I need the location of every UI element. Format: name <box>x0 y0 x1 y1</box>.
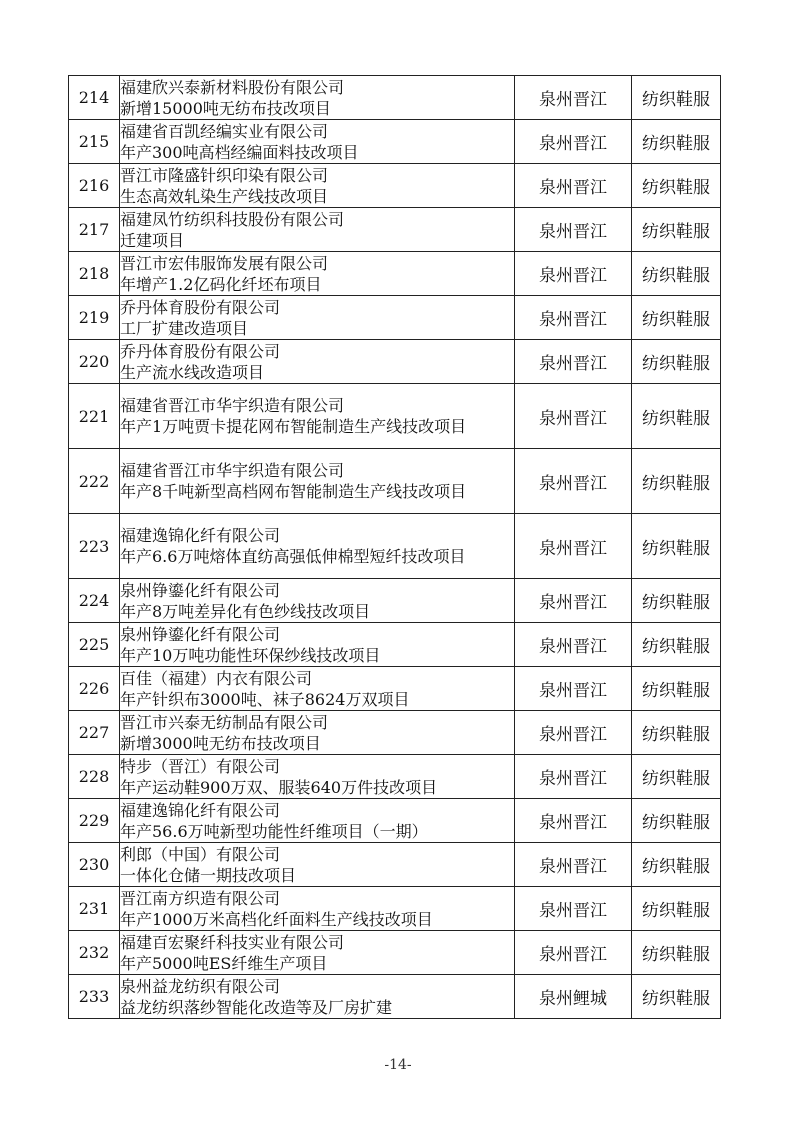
row-number: 227 <box>69 711 120 755</box>
row-number: 226 <box>69 667 120 711</box>
industry-cell: 纺织鞋服 <box>632 623 721 667</box>
table-row <box>69 76 721 120</box>
row-number: 230 <box>69 843 120 887</box>
project-cell <box>120 843 515 887</box>
company-name: 泉州铮鎏化纤有限公司 <box>120 580 281 600</box>
row-number: 224 <box>69 579 120 623</box>
table-row <box>69 384 721 449</box>
table-row <box>69 623 721 667</box>
project-description: 年增产1.2亿码化纤坯布项目 <box>120 274 322 294</box>
project-description: 工厂扩建改造项目 <box>120 318 249 338</box>
row-number: 216 <box>69 164 120 208</box>
industry-cell: 纺织鞋服 <box>632 799 721 843</box>
location-cell: 泉州晋江 <box>515 623 632 667</box>
industry-cell: 纺织鞋服 <box>632 667 721 711</box>
location-cell: 泉州晋江 <box>515 296 632 340</box>
project-cell <box>120 975 515 1019</box>
industry-cell: 纺织鞋服 <box>632 843 721 887</box>
company-name: 百佳（福建）内衣有限公司 <box>120 668 313 688</box>
table-row <box>69 252 721 296</box>
project-cell <box>120 579 515 623</box>
project-description: 年产6.6万吨熔体直纺高强低伸棉型短纤技改项目 <box>120 547 466 566</box>
project-cell <box>120 449 515 514</box>
company-name: 福建省百凯经编实业有限公司 <box>120 121 329 141</box>
project-cell <box>120 208 515 252</box>
location-cell: 泉州晋江 <box>515 799 632 843</box>
project-cell <box>120 120 515 164</box>
project-description: 年产针织布3000吨、袜子8624万双项目 <box>120 689 410 709</box>
location-cell: 泉州晋江 <box>515 887 632 931</box>
table-row <box>69 799 721 843</box>
location-cell: 泉州晋江 <box>515 449 632 514</box>
table-row <box>69 711 721 755</box>
company-name: 福建逸锦化纤有限公司 <box>120 526 281 545</box>
row-number: 220 <box>69 340 120 384</box>
company-name: 晋江市兴泰无纺制品有限公司 <box>120 712 329 732</box>
project-table <box>68 75 721 1019</box>
project-description: 一体化仓储一期技改项目 <box>120 865 297 885</box>
row-number: 214 <box>69 76 120 120</box>
row-number: 225 <box>69 623 120 667</box>
table-row <box>69 164 721 208</box>
project-cell <box>120 799 515 843</box>
page-number: -14- <box>384 1057 412 1073</box>
company-name: 福建省晋江市华宇织造有限公司 <box>120 461 345 480</box>
project-description: 生产流水线改造项目 <box>120 362 265 382</box>
industry-cell: 纺织鞋服 <box>632 296 721 340</box>
company-name: 利郎（中国）有限公司 <box>120 844 281 864</box>
company-name: 泉州铮鎏化纤有限公司 <box>120 624 281 644</box>
project-cell <box>120 887 515 931</box>
location-cell: 泉州晋江 <box>515 514 632 579</box>
row-number: 233 <box>69 975 120 1019</box>
company-name: 泉州益龙纺织有限公司 <box>120 976 281 996</box>
project-description: 年产8万吨差异化有色纱线技改项目 <box>120 601 371 621</box>
industry-cell: 纺织鞋服 <box>632 975 721 1019</box>
location-cell: 泉州晋江 <box>515 711 632 755</box>
location-cell: 泉州晋江 <box>515 252 632 296</box>
row-number: 223 <box>69 514 120 579</box>
project-description: 年产10万吨功能性环保纱线技改项目 <box>120 645 381 665</box>
industry-cell: 纺织鞋服 <box>632 755 721 799</box>
row-number: 229 <box>69 799 120 843</box>
industry-cell: 纺织鞋服 <box>632 340 721 384</box>
project-cell <box>120 164 515 208</box>
table-row <box>69 514 721 579</box>
table-row <box>69 975 721 1019</box>
industry-cell: 纺织鞋服 <box>632 931 721 975</box>
industry-cell: 纺织鞋服 <box>632 887 721 931</box>
company-name: 乔丹体育股份有限公司 <box>120 341 281 361</box>
project-cell <box>120 755 515 799</box>
row-number: 222 <box>69 449 120 514</box>
table-row <box>69 296 721 340</box>
table-row <box>69 208 721 252</box>
row-number: 228 <box>69 755 120 799</box>
project-description: 年产运动鞋900万双、服装640万件技改项目 <box>120 777 438 797</box>
table-row <box>69 340 721 384</box>
project-description: 益龙纺织落纱智能化改造等及厂房扩建 <box>120 997 393 1017</box>
industry-cell: 纺织鞋服 <box>632 514 721 579</box>
company-name: 福建省晋江市华宇织造有限公司 <box>120 396 345 415</box>
company-name: 福建凤竹纺织科技股份有限公司 <box>120 209 345 229</box>
table-row <box>69 931 721 975</box>
project-cell <box>120 931 515 975</box>
table-row <box>69 120 721 164</box>
company-name: 乔丹体育股份有限公司 <box>120 297 281 317</box>
project-cell <box>120 514 515 579</box>
industry-cell: 纺织鞋服 <box>632 76 721 120</box>
row-number: 219 <box>69 296 120 340</box>
industry-cell: 纺织鞋服 <box>632 208 721 252</box>
row-number: 217 <box>69 208 120 252</box>
table-row <box>69 579 721 623</box>
location-cell: 泉州晋江 <box>515 164 632 208</box>
company-name: 福建百宏聚纤科技实业有限公司 <box>120 932 345 952</box>
industry-cell: 纺织鞋服 <box>632 120 721 164</box>
project-description: 年产5000吨ES纤维生产项目 <box>120 953 328 973</box>
company-name: 晋江南方织造有限公司 <box>120 888 281 908</box>
location-cell: 泉州晋江 <box>515 667 632 711</box>
table-row <box>69 843 721 887</box>
project-description: 年产56.6万吨新型功能性纤维项目（一期） <box>120 821 428 841</box>
project-description: 年产1000万米高档化纤面料生产线技改项目 <box>120 909 433 929</box>
table-row <box>69 667 721 711</box>
industry-cell: 纺织鞋服 <box>632 164 721 208</box>
project-description: 年产1万吨贾卡提花网布智能制造生产线技改项目 <box>120 417 467 436</box>
location-cell: 泉州晋江 <box>515 843 632 887</box>
company-name: 特步（晋江）有限公司 <box>120 756 281 776</box>
project-cell <box>120 711 515 755</box>
project-cell <box>120 252 515 296</box>
project-description: 生态高效轧染生产线技改项目 <box>120 186 329 206</box>
project-table-body <box>69 76 721 1019</box>
row-number: 218 <box>69 252 120 296</box>
row-number: 232 <box>69 931 120 975</box>
table-row <box>69 887 721 931</box>
project-description: 新增3000吨无纺布技改项目 <box>120 733 321 753</box>
industry-cell: 纺织鞋服 <box>632 579 721 623</box>
project-cell <box>120 340 515 384</box>
row-number: 231 <box>69 887 120 931</box>
company-name: 福建欣兴泰新材料股份有限公司 <box>120 77 345 97</box>
project-cell <box>120 667 515 711</box>
industry-cell: 纺织鞋服 <box>632 711 721 755</box>
location-cell: 泉州晋江 <box>515 931 632 975</box>
location-cell: 泉州晋江 <box>515 340 632 384</box>
location-cell: 泉州晋江 <box>515 579 632 623</box>
project-cell <box>120 384 515 449</box>
table-row <box>69 755 721 799</box>
company-name: 福建逸锦化纤有限公司 <box>120 800 281 820</box>
location-cell: 泉州晋江 <box>515 76 632 120</box>
row-number: 215 <box>69 120 120 164</box>
project-cell <box>120 623 515 667</box>
table-row <box>69 449 721 514</box>
row-number: 221 <box>69 384 120 449</box>
location-cell: 泉州晋江 <box>515 384 632 449</box>
project-cell <box>120 76 515 120</box>
location-cell: 泉州晋江 <box>515 120 632 164</box>
company-name: 晋江市隆盛针织印染有限公司 <box>120 165 329 185</box>
industry-cell: 纺织鞋服 <box>632 252 721 296</box>
company-name: 晋江市宏伟服饰发展有限公司 <box>120 253 329 273</box>
project-description: 新增15000吨无纺布技改项目 <box>120 98 331 118</box>
industry-cell: 纺织鞋服 <box>632 449 721 514</box>
industry-cell: 纺织鞋服 <box>632 384 721 449</box>
project-cell <box>120 296 515 340</box>
project-description: 年产300吨高档经编面料技改项目 <box>120 142 359 162</box>
location-cell: 泉州晋江 <box>515 755 632 799</box>
project-description: 年产8千吨新型高档网布智能制造生产线技改项目 <box>120 482 467 501</box>
location-cell: 泉州鲤城 <box>515 975 632 1019</box>
location-cell: 泉州晋江 <box>515 208 632 252</box>
project-description: 迁建项目 <box>120 230 185 250</box>
